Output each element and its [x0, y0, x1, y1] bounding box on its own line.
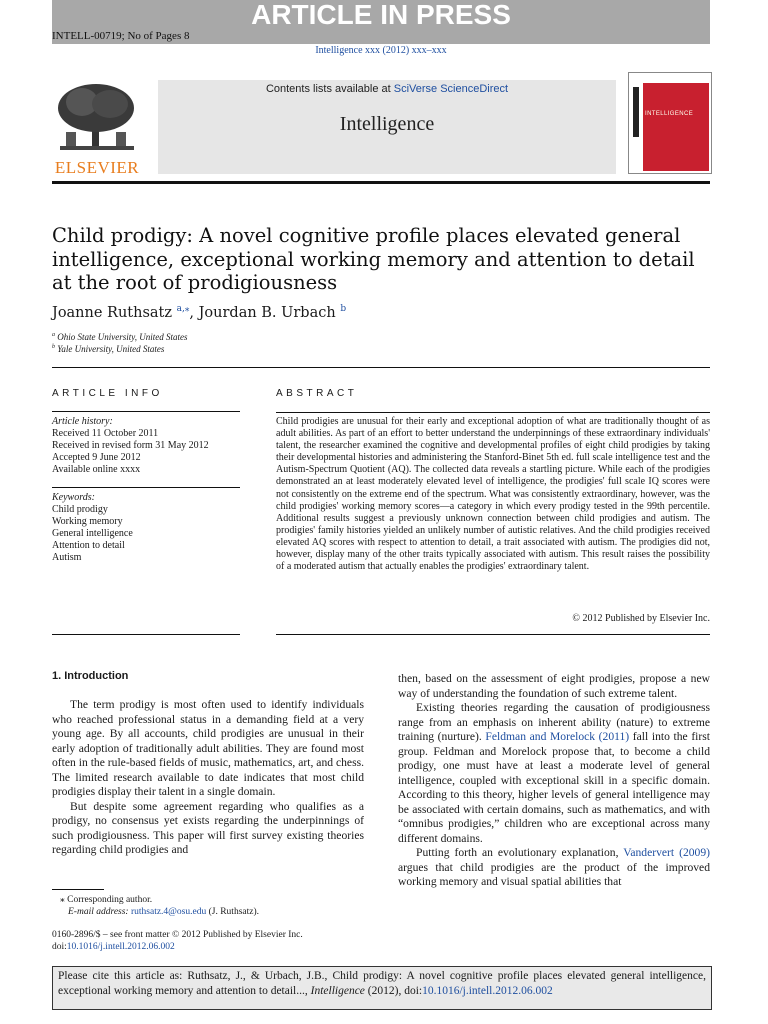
keyword: Attention to detail [52, 540, 125, 551]
left-column [52, 698, 364, 858]
paragraph: But despite some agreement regarding who qualifies as a prodigy, no consensus yet exists regarding the underpinnings of such prodigiousness. This paper will first survey existing theories regarding child prodigies and [52, 799, 364, 856]
history-revised: Received in revised form 31 May 2012 [52, 440, 209, 451]
citation-doi-link[interactable]: 10.1016/j.intell.2012.06.002 [422, 985, 553, 997]
paragraph [398, 701, 710, 846]
abstract-text: Child prodigies are unusual for their early and exceptional adoption of what are traditionally thought of as adult abilities. As part of an effort to better understand the underpinnings of these extraordinary individuals' talent, the researcher examined the cognitive and developmental profiles of eight child prodigies by taking their developmental histories and administering the Stanford-Binet 5th ed. full scale intelligence test and the Autism-Spectrum Quotient (AQ). The collected data reveals a startling picture. While each of the prodigies demonstrated an at least moderately elevated level of intelligence, the prodigies' full scale IQ scores were not consistently on the extreme end of the spectrum. What was consistently extraordinary, however, was the child prodigies' working memory scores—a category in which every prodigy tested in the 99th percentile. Additional results suggest a previously unknown connection between child prodigies and autism. The prodigies' family histories yielded an unlikely number of autistic relatives. And the child prodigies received elevated AQ scores with respect to attention to detail, a trait associated with autism. The prodigies did not, however, display many of the other traits typically associated with autism. This result raises the possibility of a moderated autism that actually enables the prodigies' extraordinary talent. [276, 416, 710, 573]
sciencedirect-link[interactable]: SciVerse ScienceDirect [393, 83, 509, 95]
abstract-heading: ABSTRACT [276, 388, 358, 399]
footnote-rule [52, 889, 104, 890]
keyword: Autism [52, 552, 82, 563]
contents-line [158, 83, 616, 95]
paragraph: The term prodigy is most often used to identify individuals who reached professional status in a demanding field at a very young age. By all accounts, child prodigies are unusual in their early adoption of traditionally adult abilities. They are found most often in the rule-based fields of music, mathematics, art, and chess. The limited research available to date indicates that most child prodigies display their talent in a single domain. [52, 698, 364, 798]
citation-box [52, 966, 712, 1010]
keyword: General intelligence [52, 528, 133, 539]
author-1-affiliation[interactable]: a,⁎ [176, 304, 190, 314]
paragraph-text: Existing theories regarding the causation of prodigiousness range from an emphasis on inherent ability (nature) to extreme training (nurture). [398, 701, 710, 743]
keyword: Working memory [52, 516, 123, 527]
footnote-text: Corresponding author. [67, 895, 153, 905]
history-received: Received 11 October 2011 [52, 428, 159, 439]
manuscript-reference: INTELL-00719; No of Pages 8 [52, 30, 190, 42]
cover-word: INTELLIGENCE [645, 111, 694, 117]
keywords-rule [52, 487, 240, 488]
history-label: Article history: [52, 416, 113, 427]
article-in-press-banner [52, 0, 710, 44]
email-note [68, 906, 259, 918]
keyword: Child prodigy [52, 504, 108, 515]
email-label: E-mail address: [68, 907, 131, 917]
paragraph: then, based on the assessment of eight prodigies, propose a new way of understanding the foundation of such extreme talent. [398, 672, 710, 700]
author-separator: , [189, 305, 199, 321]
paragraph-text: argues that child prodigies are the product of the improved working memory and visual spatial abilities that [398, 860, 710, 888]
affiliation-mark: b [52, 344, 55, 350]
affiliation-text: Ohio State University, United States [57, 332, 188, 342]
elsevier-logo [52, 80, 142, 176]
affiliation-a [52, 332, 187, 342]
right-column [398, 672, 710, 890]
history-accepted: Accepted 9 June 2012 [52, 452, 141, 463]
email-link[interactable]: ruthsatz.4@osu.edu [130, 907, 207, 917]
author-1: Joanne Ruthsatz [52, 305, 173, 321]
doi-link[interactable]: 10.1016/j.intell.2012.06.002 [66, 942, 175, 952]
contents-prefix: Contents lists available at [265, 83, 394, 95]
keywords-block [52, 492, 240, 564]
affiliation-text: Yale University, United States [57, 344, 165, 354]
citation-link[interactable]: Vandervert (2009) [623, 846, 710, 859]
journal-masthead [158, 80, 616, 174]
doi-prefix: doi: [52, 942, 67, 952]
author-2: Jourdan B. Urbach [198, 305, 336, 321]
journal-cover-thumbnail [628, 72, 712, 174]
front-matter: 0160-2896/$ – see front matter © 2012 Published by Elsevier Inc. [52, 930, 303, 940]
author-2-affiliation[interactable]: b [340, 304, 347, 314]
article-title: Child prodigy: A novel cognitive profile places elevated general intelligence, exceptional working memory and attention to detail at the root of prodigiousness [52, 224, 695, 294]
journal-title: Intelligence [339, 113, 435, 135]
abstract-copyright: © 2012 Published by Elsevier Inc. [572, 613, 710, 624]
cover-red-panel [643, 83, 709, 171]
email-suffix: (J. Ruthsatz). [206, 907, 260, 917]
affiliation-mark: a [52, 332, 55, 338]
citation-link[interactable]: Feldman and Morelock (2011) [485, 730, 630, 743]
citation-text: Please cite this article as: Ruthsatz, J., & Urbach, J.B., Child prodigy: A novel cognitive profile places elevated general intelligence, exceptional working memory and attention to detail..., [58, 970, 706, 997]
article-info-rule [52, 411, 240, 412]
history-online: Available online xxxx [52, 464, 141, 475]
paragraph [398, 846, 710, 890]
title-block-rule [52, 367, 710, 368]
article-history [52, 416, 240, 476]
abstract-bottom-rule [276, 634, 710, 635]
citation-journal: Intelligence [310, 985, 365, 997]
elsevier-wordmark: ELSEVIER [54, 158, 140, 177]
keywords-label: Keywords: [52, 492, 95, 503]
abstract-rule [276, 412, 710, 413]
doi-line [52, 941, 175, 953]
citation-text: (2012), doi: [364, 985, 423, 997]
paragraph-text: fall into the first group. Feldman and Morelock propose that, to become a child prodigy, one must have at least a moderate level of general intelligence, coupled with exceptional skill in a specific domain. According to this theory, higher levels of general intelligence may be associated with certain domains, such as mathematics, and with “omnibus prodigies,” children who are exceptional across many different domains. [398, 730, 710, 845]
banner-title: ARTICLE IN PRESS [251, 0, 511, 30]
article-info-bottom-rule [52, 634, 240, 635]
journal-volume-line[interactable]: Intelligence xxx (2012) xxx–xxx [315, 45, 447, 56]
author-line [52, 304, 346, 321]
paragraph-text: Putting forth an evolutionary explanation, [416, 846, 624, 859]
article-info-heading: ARTICLE INFO [52, 388, 163, 399]
header-rule [52, 181, 710, 184]
introduction-heading: 1. Introduction [52, 670, 129, 682]
corresponding-author-note: ⁎ Corresponding author. [60, 895, 153, 905]
affiliation-b [52, 344, 164, 354]
